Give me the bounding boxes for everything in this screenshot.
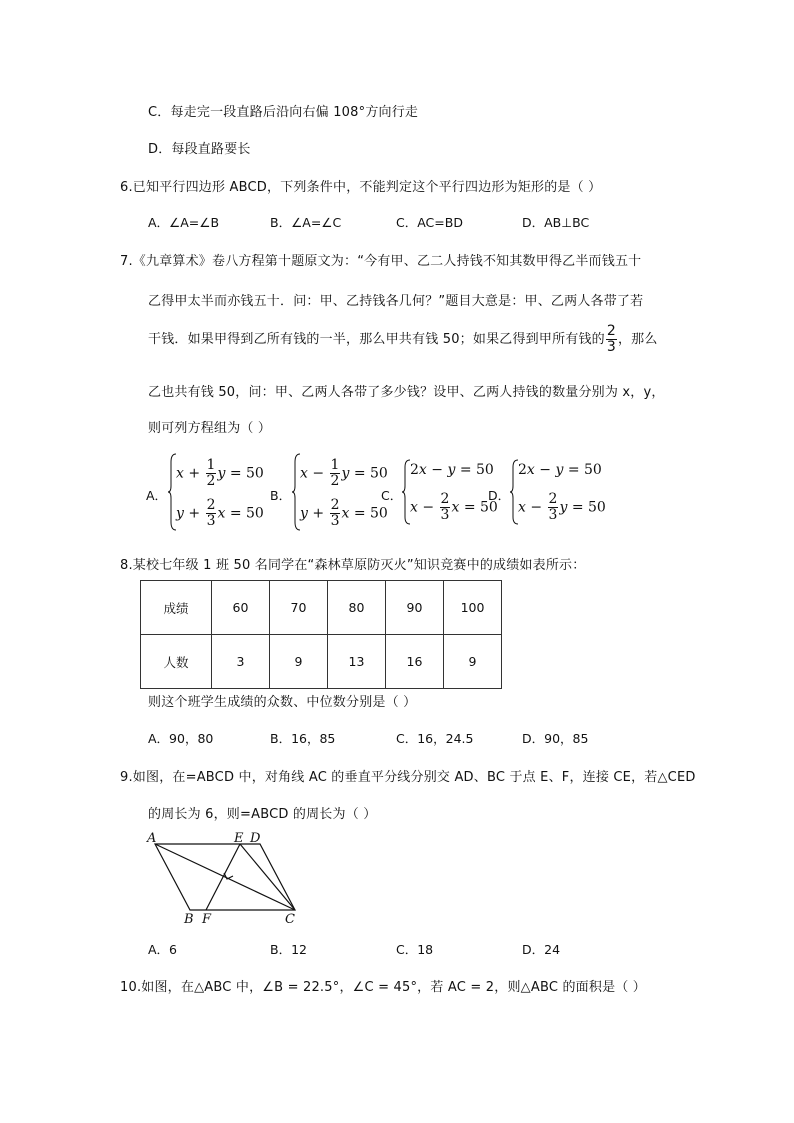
score-table bbox=[140, 580, 502, 689]
point-label-a: A bbox=[147, 831, 157, 846]
q7-option-d-label: D． bbox=[488, 488, 511, 503]
question-7-line-3 bbox=[148, 324, 658, 355]
point-label-e: E bbox=[234, 831, 244, 846]
point-label-d: D bbox=[250, 831, 261, 846]
q9-option-a: A．6 bbox=[148, 942, 178, 957]
fraction-denominator: 3 bbox=[606, 339, 616, 355]
question-9-line-2: 的周长为 6，则=ABCD 的周长为（ ） bbox=[148, 807, 377, 822]
question-8-ask: 则这个班学生成绩的众数、中位数分别是（ ） bbox=[148, 695, 417, 710]
table-cell: 13 bbox=[328, 635, 386, 689]
q8-option-a: A．90，80 bbox=[148, 731, 214, 746]
table-cell: 90 bbox=[386, 581, 444, 635]
question-7-line-1: 7.《九章算术》卷八方程第十题原文为：“今有甲、乙二人持钱不知其数甲得乙半而钱五十 bbox=[120, 254, 642, 269]
question-6: 6.已知平行四边形 ABCD，下列条件中，不能判定这个平行四边形为矩形的是（ ） bbox=[120, 180, 602, 195]
question-9-line-1: 9.如图，在=ABCD 中，对角线 AC 的垂直平分线分别交 AD、BC 于点 E、F，连接 CE，若△CED bbox=[120, 770, 696, 785]
fraction-two-thirds bbox=[606, 324, 617, 355]
question-7-line-3-tail: ，那么 bbox=[617, 332, 658, 347]
point-label-b: B bbox=[184, 912, 194, 927]
question-7-line-2: 乙得甲太半而亦钱五十．问：甲、乙持钱各几何？”题目大意是：甲、乙两人各带了若 bbox=[148, 294, 644, 309]
q6-option-b: B．∠A=∠C bbox=[270, 215, 342, 230]
option-d-line: D．每段直路要长 bbox=[148, 142, 251, 157]
question-8: 8.某校七年级 1 班 50 名同学在“森林草原防灭火”知识竞赛中的成绩如表所示： bbox=[120, 558, 586, 573]
q9-option-b: B．12 bbox=[270, 942, 307, 957]
q6-option-c: C．AC=BD bbox=[396, 215, 463, 230]
table-cell: 70 bbox=[270, 581, 328, 635]
table-cell: 成绩 bbox=[141, 581, 212, 635]
q8-option-c: C．16，24.5 bbox=[396, 731, 474, 746]
table-row bbox=[141, 635, 502, 689]
q8-option-d: D．90，85 bbox=[522, 731, 589, 746]
option-c-line: C．每走完一段直路后沿向右偏 108°方向行走 bbox=[148, 105, 419, 120]
parallelogram-figure bbox=[140, 828, 320, 928]
q7-option-a-system: x + $\frac{1}{2}$ y = 50 y + $\frac{2}{3}$ x = 50 bbox=[168, 452, 268, 532]
question-7-line-5: 则可列方程组为（ ） bbox=[148, 421, 272, 436]
perpendicular-bisector-ef bbox=[206, 844, 240, 910]
table-cell: 3 bbox=[212, 635, 270, 689]
diagonal-ac bbox=[155, 844, 295, 910]
fraction-numerator: 2 bbox=[606, 323, 616, 339]
table-cell: 80 bbox=[328, 581, 386, 635]
question-10: 10.如图，在△ABC 中，∠B = 22.5°，∠C = 45°，若 AC = 2，则△ABC 的面积是（ ） bbox=[120, 980, 646, 995]
q9-option-d: D．24 bbox=[522, 942, 561, 957]
q8-option-b: B．16，85 bbox=[270, 731, 336, 746]
table-cell: 16 bbox=[386, 635, 444, 689]
q9-option-c: C．18 bbox=[396, 942, 434, 957]
q7-option-c-system: 2x − y = 50 x − $\frac{2}{3}$ x = 50 bbox=[402, 458, 497, 526]
q7-option-c-label: C． bbox=[381, 488, 403, 503]
q7-option-a-label: A． bbox=[146, 488, 168, 503]
q6-option-a: A．∠A=∠B bbox=[148, 215, 220, 230]
table-cell: 100 bbox=[444, 581, 502, 635]
table-cell: 人数 bbox=[141, 635, 212, 689]
table-cell: 9 bbox=[270, 635, 328, 689]
point-label-f: F bbox=[202, 912, 212, 927]
q6-option-d: D．AB⊥BC bbox=[522, 215, 590, 230]
question-7-line-4: 乙也共有钱 50，问：甲、乙两人各带了多少钱？设甲、乙两人持钱的数量分别为 x，y， bbox=[148, 385, 665, 400]
question-7-line-3-text: 干钱．如果甲得到乙所有钱的一半，那么甲共有钱 50；如果乙得到甲所有钱的 bbox=[148, 332, 605, 347]
point-label-c: C bbox=[285, 912, 295, 927]
right-angle-mark bbox=[224, 873, 233, 879]
table-cell: 9 bbox=[444, 635, 502, 689]
table-row bbox=[141, 581, 502, 635]
q7-option-b-system: x − $\frac{1}{2}$ y = 50 y + $\frac{2}{3}$ x = 50 bbox=[292, 452, 392, 532]
segment-ce bbox=[240, 844, 295, 910]
table-cell: 60 bbox=[212, 581, 270, 635]
q7-option-d-system: 2x − y = 50 x − $\frac{2}{3}$ y = 50 bbox=[510, 458, 610, 526]
q7-option-b-label: B． bbox=[270, 488, 292, 503]
